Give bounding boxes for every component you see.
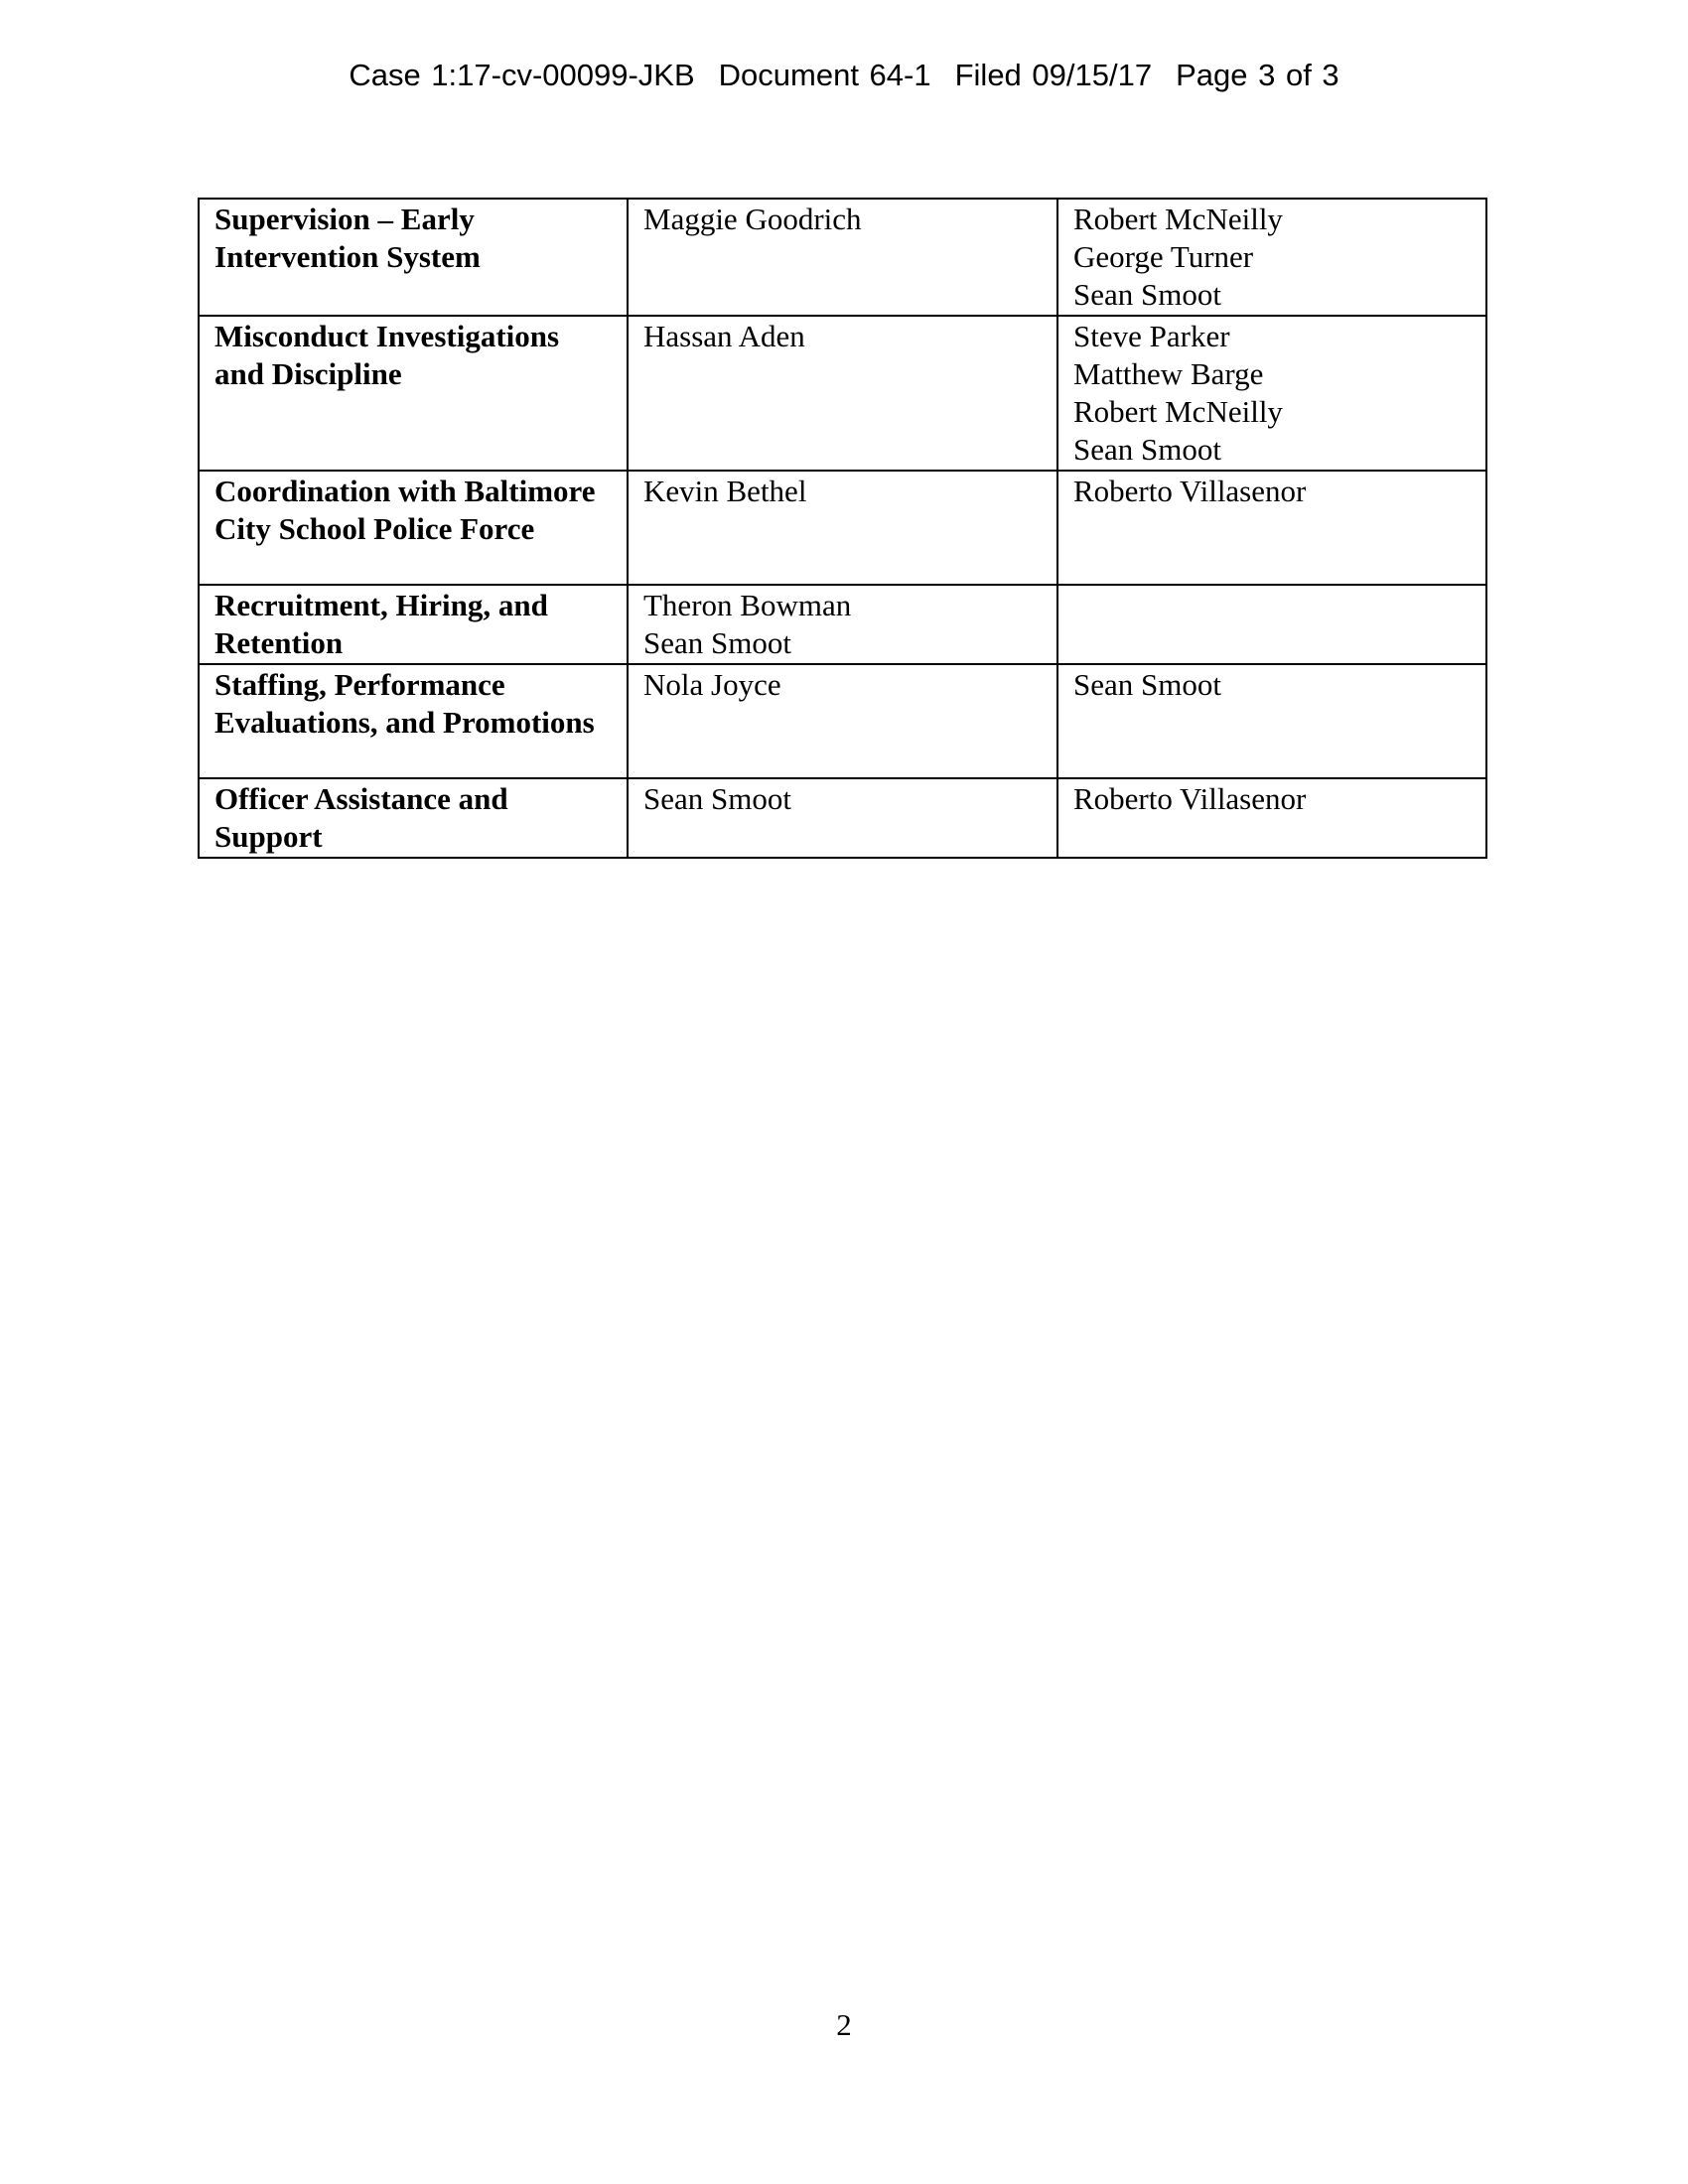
- assignment-table: [198, 198, 1487, 859]
- lead-name: Hassan Aden: [643, 319, 805, 353]
- support-name: Roberto Villasenor: [1073, 474, 1307, 508]
- area-cell: [199, 664, 628, 778]
- lead-cell: [628, 664, 1057, 778]
- table-row: [199, 199, 1486, 316]
- support-name: Roberto Villasenor: [1073, 781, 1307, 816]
- support-cell: [1057, 199, 1486, 316]
- lead-cell: [628, 778, 1057, 858]
- area-cell: [199, 778, 628, 858]
- lead-name: Kevin Bethel: [643, 474, 807, 508]
- page-count: Page 3 of 3: [1176, 58, 1339, 92]
- table-row: [199, 316, 1486, 471]
- table-row: [199, 664, 1486, 778]
- table-row: [199, 471, 1486, 585]
- support-name: George Turner: [1073, 239, 1254, 274]
- support-name: Sean Smoot: [1073, 432, 1221, 467]
- lead-cell: [628, 316, 1057, 471]
- lead-cell: [628, 199, 1057, 316]
- support-name: Steve Parker: [1073, 319, 1230, 353]
- area-label: Supervision – Early Intervention System: [214, 202, 481, 274]
- support-cell: [1057, 778, 1486, 858]
- table-row: [199, 778, 1486, 858]
- area-cell: [199, 471, 628, 585]
- support-name: Sean Smoot: [1073, 277, 1221, 312]
- area-label: Officer Assistance and Support: [214, 781, 508, 854]
- lead-cell: [628, 585, 1057, 664]
- support-cell: [1057, 316, 1486, 471]
- case-header: [0, 58, 1688, 93]
- support-name: Robert McNeilly: [1073, 394, 1283, 429]
- area-label: Staffing, Performance Evaluations, and Promotions: [214, 667, 595, 740]
- area-cell: [199, 199, 628, 316]
- table-row: [199, 585, 1486, 664]
- area-cell: [199, 316, 628, 471]
- lead-cell: [628, 471, 1057, 585]
- filed-date: Filed 09/15/17: [954, 58, 1153, 92]
- case-number: Case 1:17-cv-00099-JKB: [349, 58, 695, 92]
- support-name: Robert McNeilly: [1073, 202, 1283, 236]
- support-cell: [1057, 664, 1486, 778]
- document-number: Document 64-1: [718, 58, 931, 92]
- page-number: 2: [836, 2007, 852, 2042]
- lead-name: Sean Smoot: [643, 781, 791, 816]
- support-name: Matthew Barge: [1073, 356, 1264, 391]
- lead-name: Theron Bowman: [643, 588, 852, 622]
- area-label: Recruitment, Hiring, and Retention: [214, 588, 548, 660]
- support-name: Sean Smoot: [1073, 667, 1221, 702]
- area-label: Misconduct Investigations and Discipline: [214, 319, 560, 391]
- lead-name: Sean Smoot: [643, 625, 791, 660]
- support-cell: [1057, 471, 1486, 585]
- area-cell: [199, 585, 628, 664]
- lead-name: Nola Joyce: [643, 667, 781, 702]
- area-label: Coordination with Baltimore City School Police Force: [214, 474, 596, 546]
- lead-name: Maggie Goodrich: [643, 202, 862, 236]
- support-cell: [1057, 585, 1486, 664]
